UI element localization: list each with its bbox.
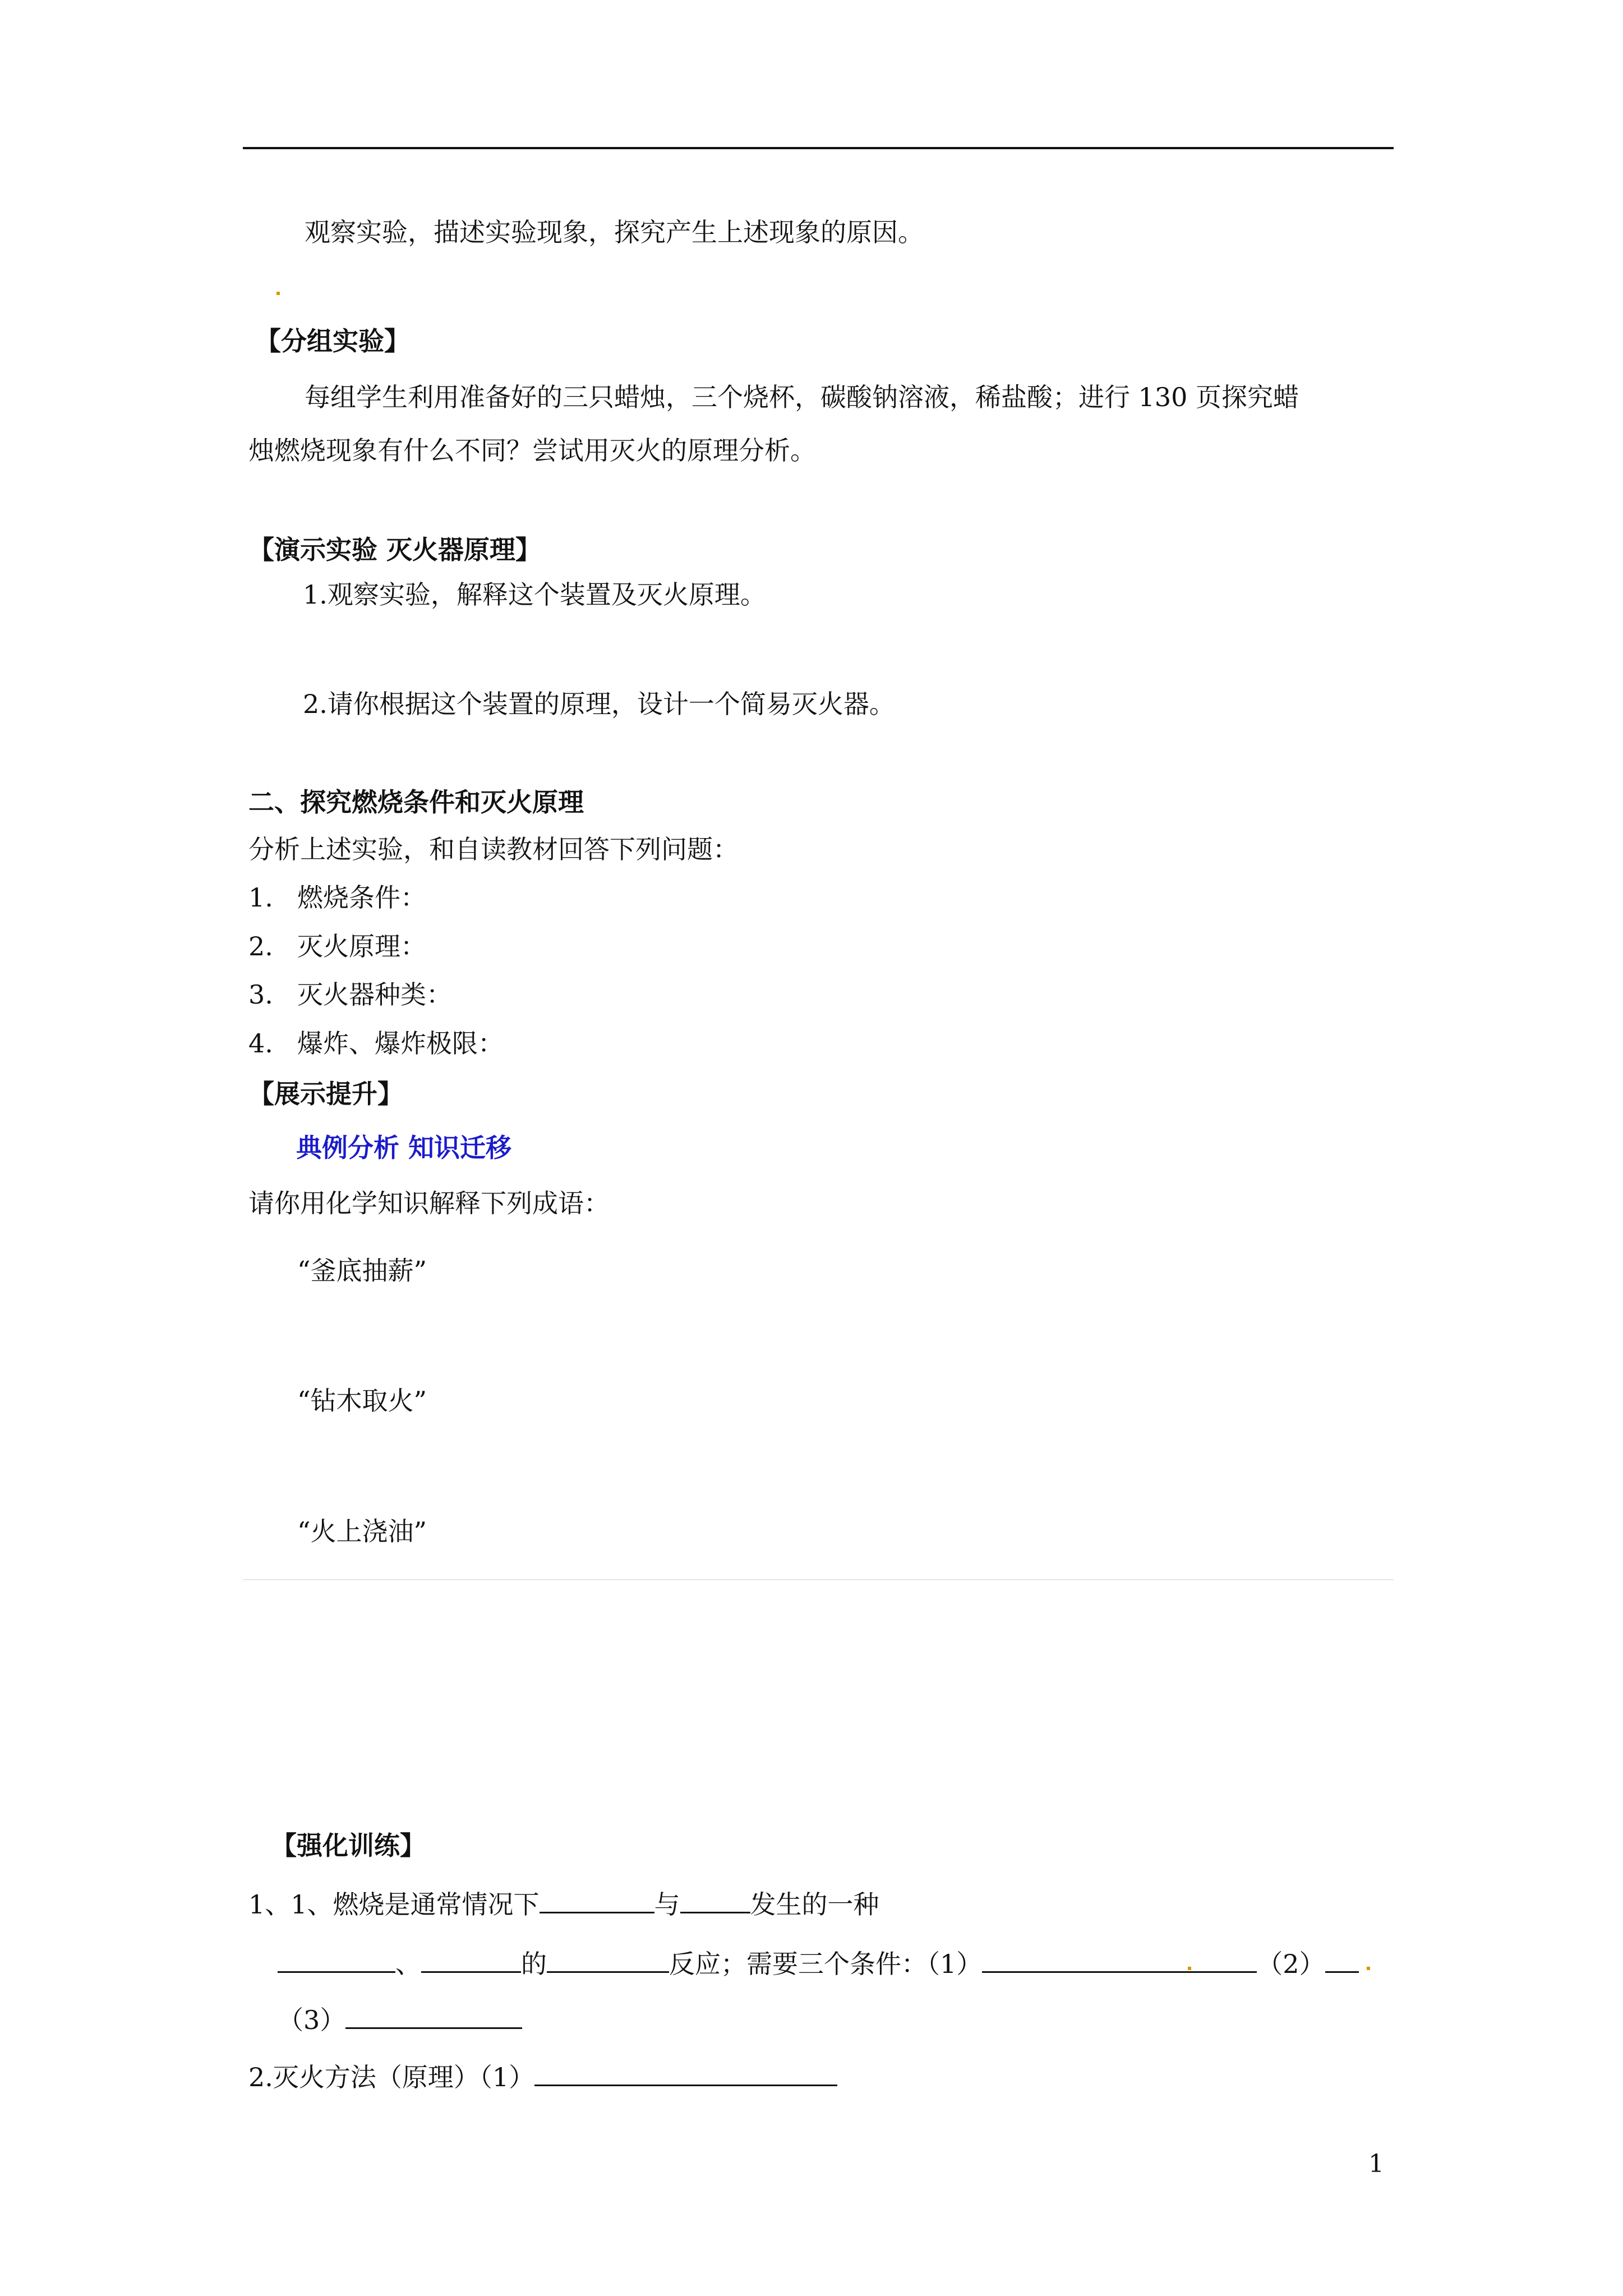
training-1-text-c: 发生的一种	[750, 1889, 879, 1920]
demo-experiment-heading: 【演示实验 灭火器原理】	[248, 535, 542, 565]
section-divider	[243, 1579, 1394, 1580]
section-2-intro: 分析上述实验，和自读教材回答下列问题：	[248, 834, 739, 864]
stray-mark	[1188, 1967, 1191, 1970]
question-2-number: 2.	[248, 931, 273, 961]
observe-text: 观察实验，描述实验现象，探究产生上述现象的原因。	[305, 217, 924, 247]
idiom-2: “钻木取火”	[297, 1386, 427, 1416]
training-1-text-d: 、	[395, 1949, 421, 1979]
training-1-line-3	[278, 2001, 522, 2037]
demo-item-2: 2.请你根据这个装置的原理，设计一个简易灭火器。	[303, 689, 895, 719]
training-1-text-f: 反应；需要三个条件：（1）	[669, 1949, 983, 1979]
demo-item-1: 1.观察实验，解释这个装置及灭火原理。	[303, 579, 766, 610]
group-experiment-heading: 【分组实验】	[255, 326, 410, 356]
training-1-line-1	[248, 1886, 879, 1921]
header-rule	[243, 147, 1394, 149]
question-1-text: 燃烧条件：	[297, 882, 426, 913]
stray-mark	[1367, 1967, 1370, 1970]
stray-mark	[276, 292, 280, 295]
blank-5[interactable]	[547, 1945, 669, 1973]
question-1-number: 1.	[248, 882, 273, 913]
training-1-text-g: （2）	[1257, 1949, 1325, 1979]
idiom-intro: 请你用化学知识解释下列成语：	[248, 1188, 610, 1218]
blank-2[interactable]	[680, 1886, 750, 1913]
blank-7[interactable]	[1325, 1945, 1359, 1973]
question-3-text: 灭火器种类：	[297, 979, 452, 1010]
blank-9[interactable]	[534, 2059, 837, 2086]
training-1-text-a: 1、1、燃烧是通常情况下	[248, 1889, 540, 1920]
question-3-number: 3.	[248, 979, 273, 1010]
training-1-text-b: 与	[654, 1889, 680, 1920]
blank-1[interactable]	[540, 1886, 654, 1913]
training-1-text-h: （3）	[278, 2005, 346, 2035]
group-experiment-text-2: 烛燃烧现象有什么不同？尝试用灭火的原理分析。	[248, 435, 816, 466]
question-2-text: 灭火原理：	[297, 931, 426, 961]
training-1-text-e: 的	[521, 1949, 547, 1979]
question-4-text: 爆炸、爆炸极限：	[297, 1028, 504, 1059]
group-experiment-text-1: 每组学生利用准备好的三只蜡烛，三个烧杯，碳酸钠溶液，稀盐酸；进行 130 页探究蜡	[305, 382, 1299, 412]
show-heading: 【展示提升】	[248, 1079, 403, 1109]
section-2-heading: 二、探究燃烧条件和灭火原理	[248, 787, 584, 817]
blank-4[interactable]	[421, 1945, 521, 1973]
training-2-text-a: 2.灭火方法（原理）（1）	[248, 2062, 535, 2092]
training-2-line	[248, 2059, 837, 2094]
blank-3[interactable]	[278, 1945, 395, 1973]
training-1-line-2	[278, 1945, 1359, 1981]
blank-8[interactable]	[345, 2001, 522, 2029]
idiom-1: “釜底抽薪”	[297, 1255, 427, 1286]
idiom-3: “火上浇油”	[297, 1516, 427, 1547]
question-4-number: 4.	[248, 1028, 273, 1059]
example-heading: 典例分析 知识迁移	[296, 1133, 512, 1163]
page-number: 1	[1368, 2150, 1384, 2178]
training-heading: 【强化训练】	[271, 1830, 426, 1861]
blank-6[interactable]	[982, 1945, 1257, 1973]
